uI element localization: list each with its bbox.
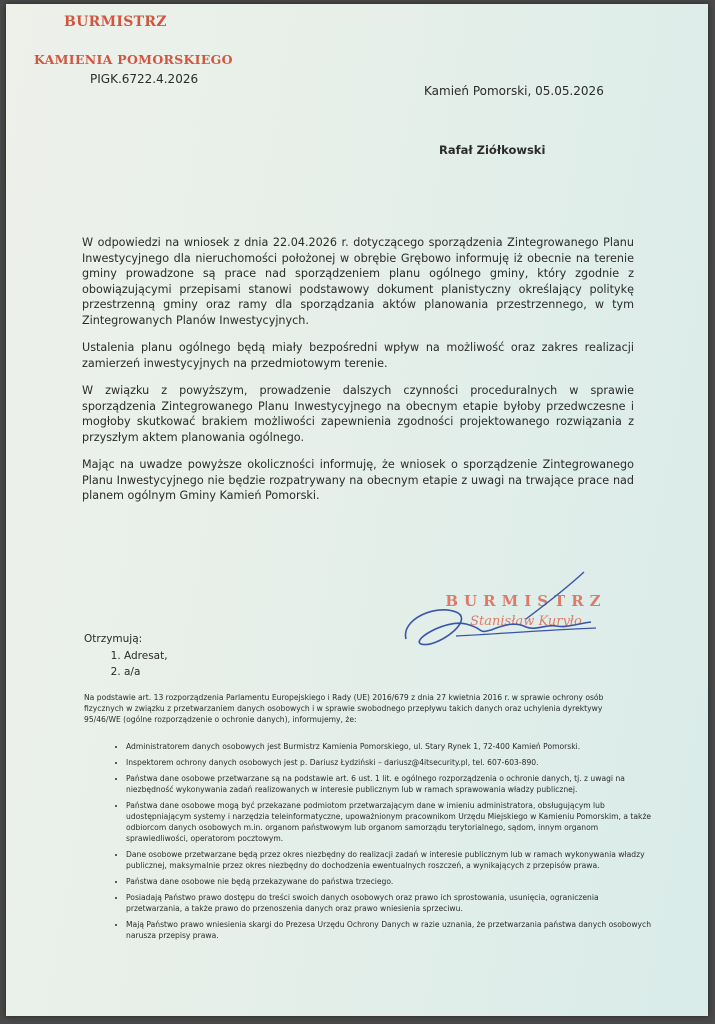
recipients-block (84, 633, 168, 680)
recipients-heading: Otrzymują: (84, 633, 143, 645)
paragraph: W związku z powyższym, prowadzenie dalszych czynności proceduralnych w sprawie sporządzenia Zintegrowanego Planu Inwestycyjnego na obecnym etapie byłoby przedwczesne i mogłoby skutkować brakiem możliwości zapewnienia zgodności projektowanego rozwiązania z przyszłym aktem planowania ogólnego. (82, 384, 634, 444)
stamp-office: KAMIENIA POMORSKIEGO (34, 52, 233, 67)
signature-stamp-title: BURMISTRZ (445, 592, 607, 610)
signature-stamp-name: Stanisław Kuryło (470, 614, 582, 629)
gdpr-item: • Państwa dane osobowe nie będą przekazywane do państwa trzeciego. (126, 876, 654, 887)
gdpr-item: • Administratorem danych osobowych jest Burmistrz Kamienia Pomorskiego, ul. Stary Rynek 1, 72-400 Kamień Pomorski. (126, 741, 654, 752)
handwritten-signature (396, 564, 596, 664)
recipient-item: 2. a/a (124, 664, 168, 680)
gdpr-intro: Na podstawie art. 13 rozporządzenia Parlamentu Europejskiego i Rady (UE) 2016/679 z dnia 27 kwietnia 2016 r. w sprawie ochrony osób fizycznych w związku z przetwarzaniem danych osobowych i w sprawie swobodnego przepływu takich danych oraz uchylenia dyrektywy 95/46/WE (ogólne rozporządzenie o ochronie danych), informujemy, że: (84, 693, 604, 724)
paragraph: W odpowiedzi na wniosek z dnia 22.04.2026 r. dotyczącego sporządzenia Zintegrowanego Planu Inwestycyjnego dla nieruchomości położonej w obrębie Grębowo informuję iż obecnie na terenie gminy prowadzone są prace nad sporządzeniem planu ogólnego gminy, który zgodnie z obowiązującymi przepisami stanowi podstawowy dokument planistyczny określający politykę przestrzenną gminy oraz ramy dla sporządzania aktów planowania przestrzennego, w tym Zintegrowanych Planów Inwestycyjnych. (82, 236, 634, 327)
gdpr-item: • Dane osobowe przetwarzane będą przez okres niezbędny do realizacji zadań w interesie publicznym lub w ramach wykonywania władzy publicznej, maksymalnie przez okres niezbędny do dochodzenia ewentualnych roszczeń, a wynikających z przepisów prawa. (126, 849, 654, 871)
recipient-item: 1. Adresat, (124, 648, 168, 664)
paragraph: Ustalenia planu ogólnego będą miały bezpośredni wpływ na możliwość oraz zakres realizacji zamierzeń inwestycyjnych na przedmiotowym terenie. (82, 341, 634, 370)
reference-number: PIGK.6722.4.2026 (90, 72, 199, 86)
paragraph: Mając na uwadze powyższe okoliczności informuję, że wniosek o sporządzenie Zintegrowanego Planu Inwestycyjnego nie będzie rozpatrywany na obecnym etapie z uwagi na trwające prace nad planem ogólnym Gminy Kamień Pomorski. (82, 458, 634, 502)
letter-page (6, 4, 708, 1016)
gdpr-item: • Mają Państwo prawo wniesienia skargi do Prezesa Urzędu Ochrony Danych w razie uznania, że przetwarzania państwa danych osobowych narusza przepisy prawa. (126, 919, 654, 941)
gdpr-list (106, 741, 654, 946)
gdpr-item: • Inspektorem ochrony danych osobowych jest p. Dariusz Łydziński – dariusz@4itsecurity.pl, tel. 607-603-890. (126, 757, 654, 768)
gdpr-item: • Państwa dane osobowe przetwarzane są na podstawie art. 6 ust. 1 lit. e ogólnego rozporządzenia o ochronie danych, tj. z uwagi na niezbędność wykonywania zadań realizowanych w interesie publicznym lub w ramach sprawowania władzy publicznej. (126, 773, 654, 795)
recipient-name: Rafał Ziółkowski (439, 143, 546, 157)
place-date: Kamień Pomorski, 05.05.2026 (424, 84, 604, 98)
gdpr-item: • Posiadają Państwo prawo dostępu do treści swoich danych osobowych oraz prawo ich sprostowania, usunięcia, ograniczenia przetwarzania, a także prawo do przenoszenia danych oraz prawo wniesienia sprzeciwu. (126, 892, 654, 914)
letter-body (82, 235, 634, 516)
recipients-list (84, 648, 168, 680)
stamp-burmistrz: BURMISTRZ (64, 14, 167, 30)
gdpr-item: • Państwa dane osobowe mogą być przekazane podmiotom przetwarzającym dane w imieniu administratora, obsługującym lub udostępniającym systemy i narzędzia teleinformatyczne, upoważnionym pracownikom Urzędu Miejskiego w Kamieniu Pomorskim, a także odbiorcom danych osobowych m.in. organom państwowym lub organom samorządu terytorialnego, sądom, innym organom sprawiedliwości, operatorom pocztowym. (126, 800, 654, 844)
